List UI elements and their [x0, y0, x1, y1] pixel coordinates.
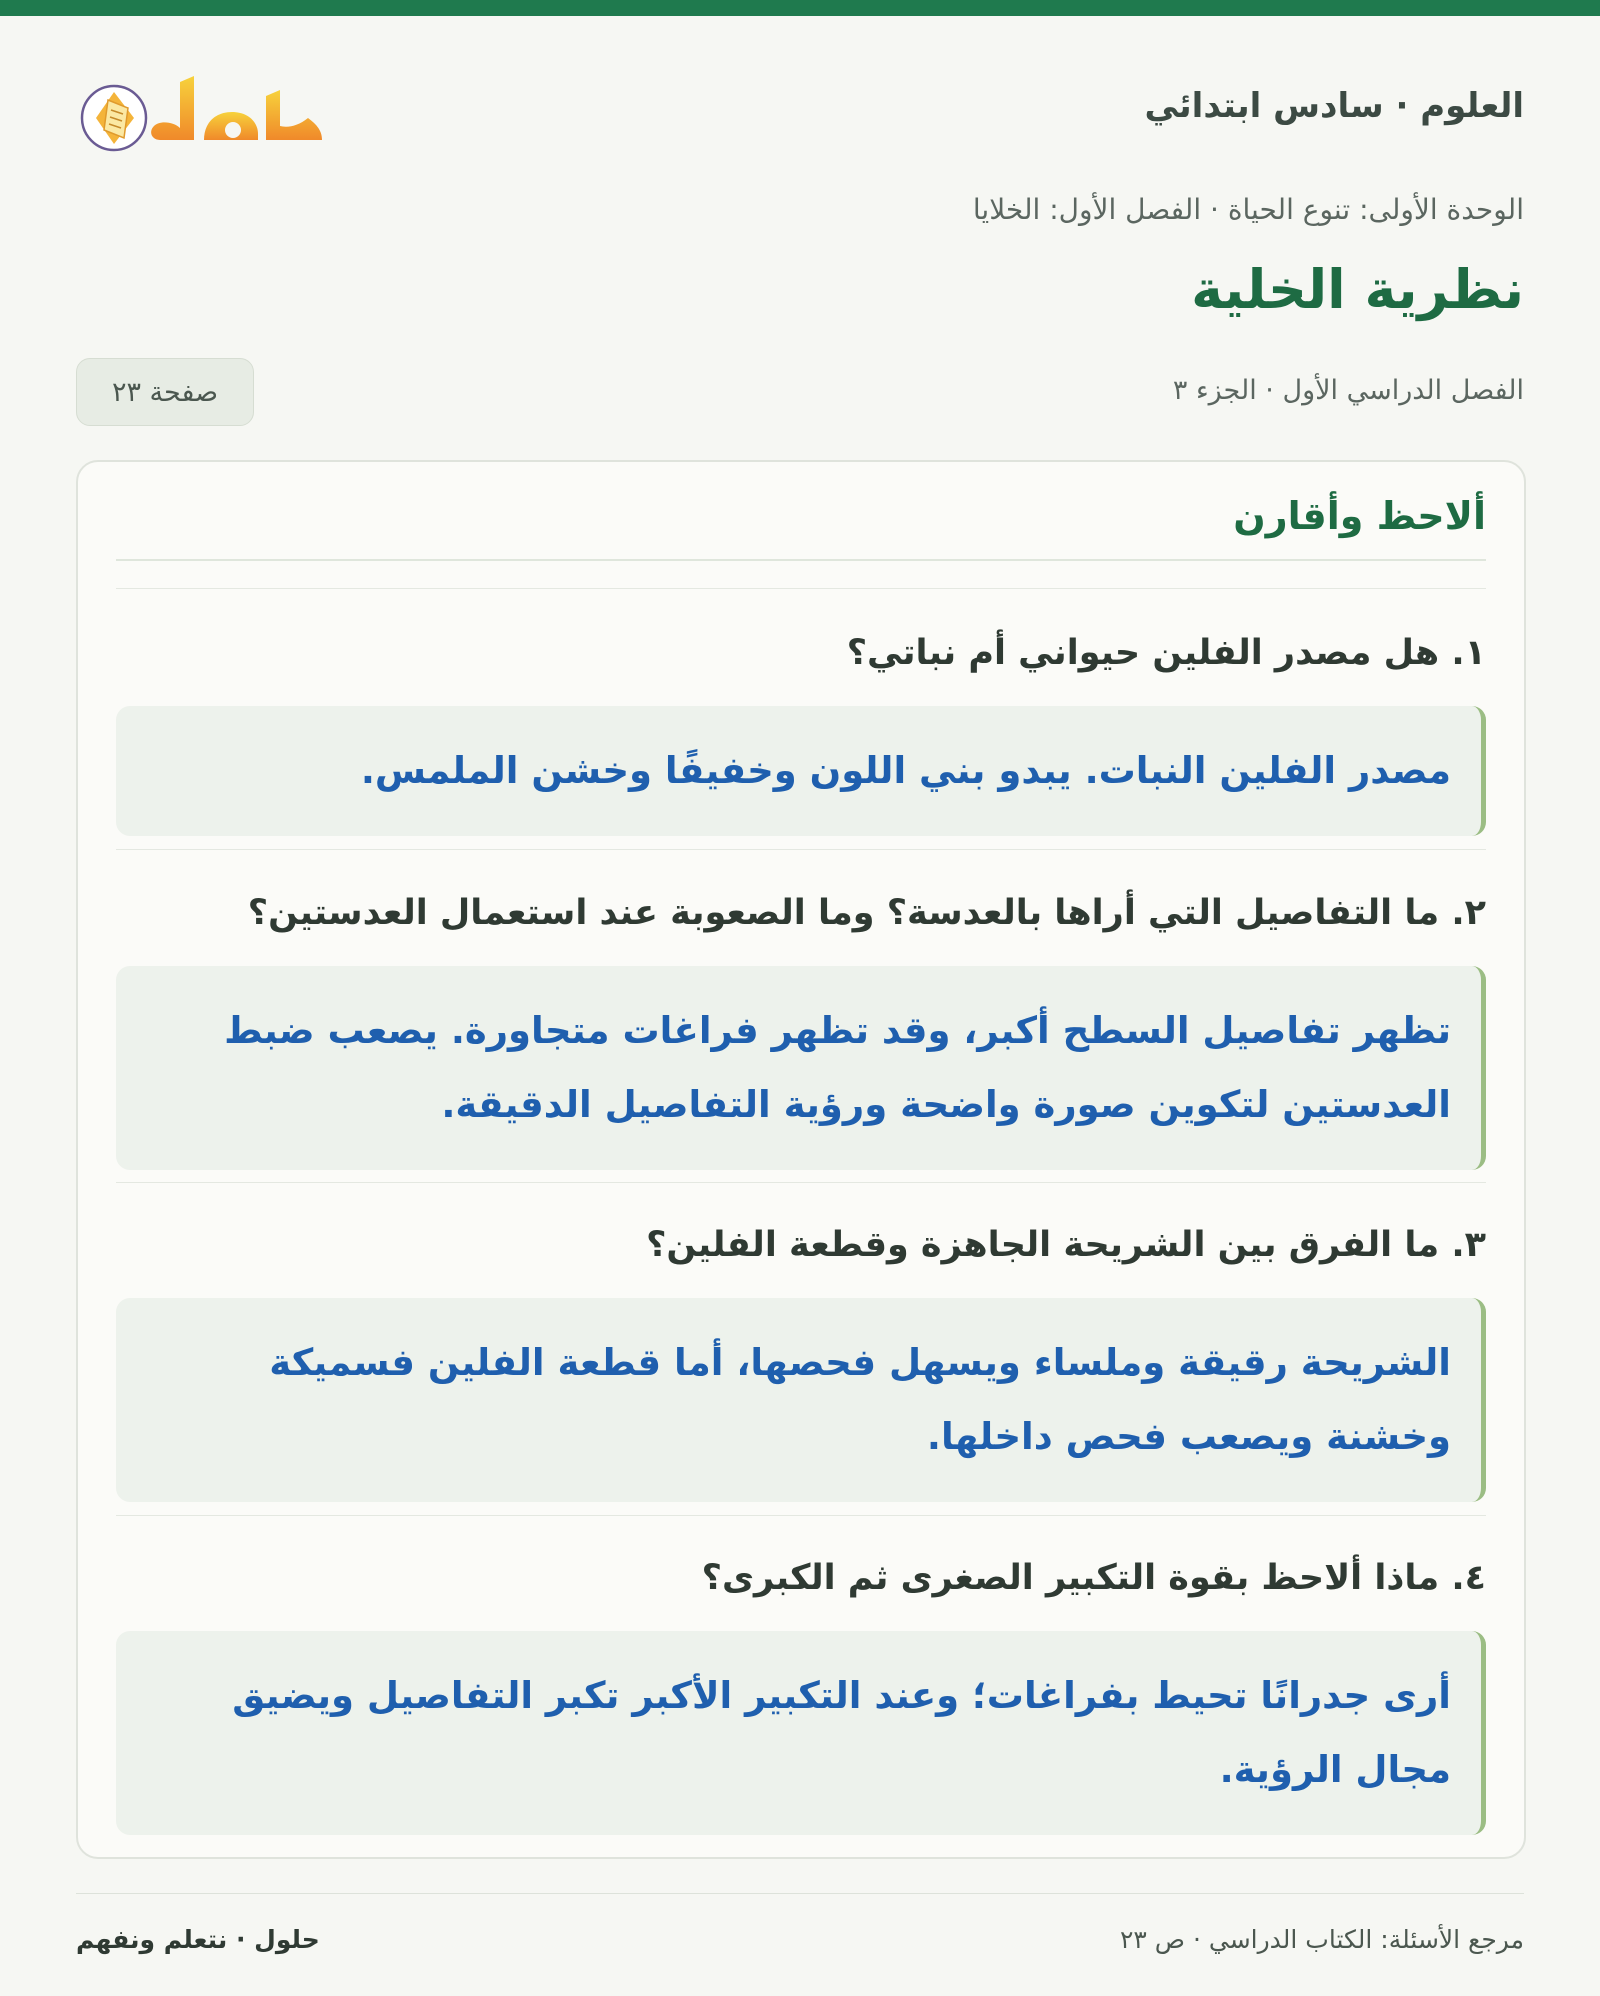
- question-text: ٣. ما الفرق بين الشريحة الجاهزة وقطعة الفلين؟: [646, 1225, 1486, 1265]
- question-divider: [116, 1182, 1486, 1183]
- question-item-2: [116, 890, 1486, 1170]
- subject-label: العلوم · سادس ابتدائي: [1144, 86, 1524, 126]
- section-divider: [116, 559, 1486, 561]
- question-item-1: [116, 630, 1486, 836]
- header: [76, 48, 1524, 168]
- question-text: ٤. ماذا ألاحظ بقوة التكبير الصغرى ثم الكبرى؟: [701, 1558, 1486, 1598]
- footer-divider: [76, 1893, 1524, 1894]
- question-text: ١. هل مصدر الفلين حيواني أم نباتي؟: [846, 633, 1486, 673]
- footer-reference: مرجع الأسئلة: الكتاب الدراسي · ص ٢٣: [1119, 1925, 1524, 1954]
- page-title: نظرية الخلية: [1191, 258, 1524, 321]
- answer-box: أرى جدرانًا تحيط بفراغات؛ وعند التكبير الأكبر تكبر التفاصيل ويضيق مجال الرؤية.: [116, 1631, 1486, 1835]
- logo-graphic: [76, 52, 346, 172]
- question-item-4: [116, 1555, 1486, 1835]
- answer-box: تظهر تفاصيل السطح أكبر، وقد تظهر فراغات متجاورة. يصعب ضبط العدستين لتكوين صورة واضحة ورؤية التفاصيل الدقيقة.: [116, 966, 1486, 1170]
- section-divider-secondary: [116, 588, 1486, 589]
- questions-card: [76, 460, 1526, 1859]
- hulul-logo: [76, 52, 346, 172]
- answer-box: الشريحة رقيقة وملساء ويسهل فحصها، أما قطعة الفلين فسميكة وخشنة ويصعب فحص داخلها.: [116, 1298, 1486, 1502]
- question-divider: [116, 1515, 1486, 1516]
- section-title: ألاحظ وأقارن: [1233, 494, 1486, 538]
- question-item-3: [116, 1222, 1486, 1502]
- unit-breadcrumb: الوحدة الأولى: تنوع الحياة · الفصل الأول: الخلايا: [972, 193, 1524, 226]
- question-text: ٢. ما التفاصيل التي أراها بالعدسة؟ وما الصعوبة عند استعمال العدستين؟: [247, 893, 1486, 933]
- footer-brand: حلول · نتعلم ونفهم: [76, 1925, 320, 1954]
- question-divider: [116, 849, 1486, 850]
- term-label: الفصل الدراسي الأول · الجزء ٣: [1172, 375, 1524, 406]
- answer-box: مصدر الفلين النبات. يبدو بني اللون وخفيفًا وخشن الملمس.: [116, 706, 1486, 836]
- top-accent-bar: [0, 0, 1600, 16]
- page-number-badge: صفحة ٢٣: [76, 358, 254, 426]
